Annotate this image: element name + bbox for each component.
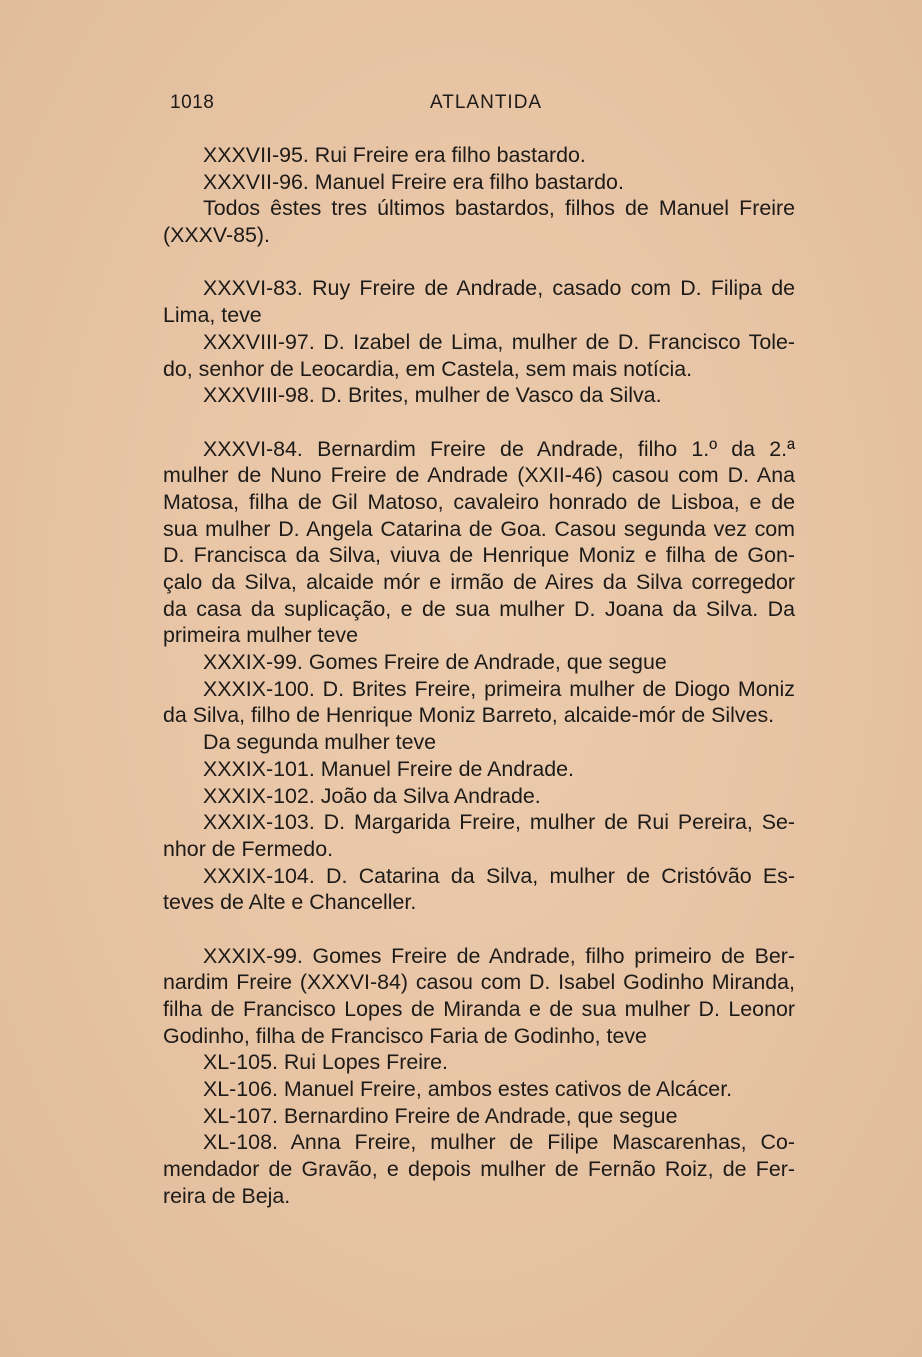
running-title: ATLANTIDA	[430, 92, 543, 113]
text-line: XXXIX-104. D. Catarina da Silva, mulher de Cristóvão Es-	[203, 863, 795, 888]
text-line: Godinho, filha de Francisco Faria de Godinho, teve	[163, 1023, 647, 1048]
text-line: primeira mulher teve	[163, 623, 358, 648]
text-block	[163, 142, 795, 249]
text-line: mendador de Gravão, e depois mulher de Fernão Roiz, de Fer-	[163, 1157, 795, 1182]
page-body-text	[163, 142, 795, 1210]
text-line: XL-107. Bernardino Freire de Andrade, que segue	[203, 1103, 678, 1128]
text-line: XXXVII-96. Manuel Freire era filho bastardo.	[203, 169, 624, 194]
text-line: teves de Alte e Chanceller.	[163, 890, 417, 915]
text-line: XXXVIII-97. D. Izabel de Lima, mulher de D. Francisco Tole-	[203, 329, 795, 354]
text-line: XL-106. Manuel Freire, ambos estes cativos de Alcácer.	[203, 1077, 733, 1102]
text-line: do, senhor de Leocardia, em Castela, sem mais notícia.	[163, 356, 693, 381]
text-line: nardim Freire (XXXVI-84) casou com D. Isabel Godinho Miranda,	[163, 970, 795, 995]
text-line: Todos êstes tres últimos bastardos, filhos de Manuel Freire	[203, 196, 795, 221]
paragraph-gap	[163, 409, 795, 436]
text-line: Lima, teve	[163, 303, 262, 328]
text-line: nhor de Fermedo.	[163, 836, 334, 861]
text-line: XXXVI-83. Ruy Freire de Andrade, casado com D. Filipa de	[203, 276, 795, 301]
text-line: filha de Francisco Lopes de Miranda e de sua mulher D. Leonor	[163, 997, 795, 1021]
page-number: 1018	[170, 92, 215, 113]
paragraph-gap	[163, 249, 795, 276]
text-block	[163, 943, 795, 1210]
text-line: XXXIX-103. D. Margarida Freire, mulher de Rui Pereira, Se-	[203, 810, 795, 835]
text-block	[163, 436, 795, 916]
text-line: XXXVI-84. Bernardim Freire de Andrade, filho 1.º da 2.ª	[203, 436, 795, 461]
paragraph-gap	[163, 916, 795, 943]
page-header	[170, 92, 795, 122]
text-line: XL-105. Rui Lopes Freire.	[203, 1050, 448, 1075]
text-line: XXXVII-95. Rui Freire era filho bastardo.	[203, 143, 586, 167]
text-line: Matosa, filha de Gil Matoso, cavaleiro honrado de Lisboa, e de	[163, 489, 795, 514]
text-line: XL-108. Anna Freire, mulher de Filipe Mascarenhas, Co-	[203, 1130, 795, 1155]
text-line: XXXIX-101. Manuel Freire de Andrade.	[203, 756, 574, 781]
text-line: (XXXV-85).	[163, 223, 270, 248]
text-line: XXXIX-100. D. Brites Freire, primeira mulher de Diogo Moniz	[203, 676, 795, 701]
text-line: sua mulher D. Angela Catarina de Goa. Casou segunda vez com	[163, 516, 795, 541]
text-line: da casa da suplicação, e de sua mulher D. Joana da Silva. Da	[163, 596, 795, 621]
text-line: mulher de Nuno Freire de Andrade (XXII-46) casou com D. Ana	[163, 463, 795, 488]
text-line: XXXVIII-98. D. Brites, mulher de Vasco da Silva.	[203, 383, 662, 408]
text-line: çalo da Silva, alcaide mór e irmão de Aires da Silva corregedor	[163, 570, 795, 594]
text-line: XXXIX-99. Gomes Freire de Andrade, que segue	[203, 650, 667, 675]
text-block	[163, 275, 795, 408]
text-line: reira de Beja.	[163, 1183, 291, 1208]
text-line: XXXIX-99. Gomes Freire de Andrade, filho primeiro de Ber-	[203, 943, 795, 968]
text-line: da Silva, filho de Henrique Moniz Barreto, alcaide-mór de Silves.	[163, 703, 775, 728]
text-line: Da segunda mulher teve	[203, 730, 437, 755]
text-line: D. Francisca da Silva, viuva de Henrique Moniz e filha de Gon-	[163, 543, 795, 568]
text-line: XXXIX-102. João da Silva Andrade.	[203, 783, 541, 808]
